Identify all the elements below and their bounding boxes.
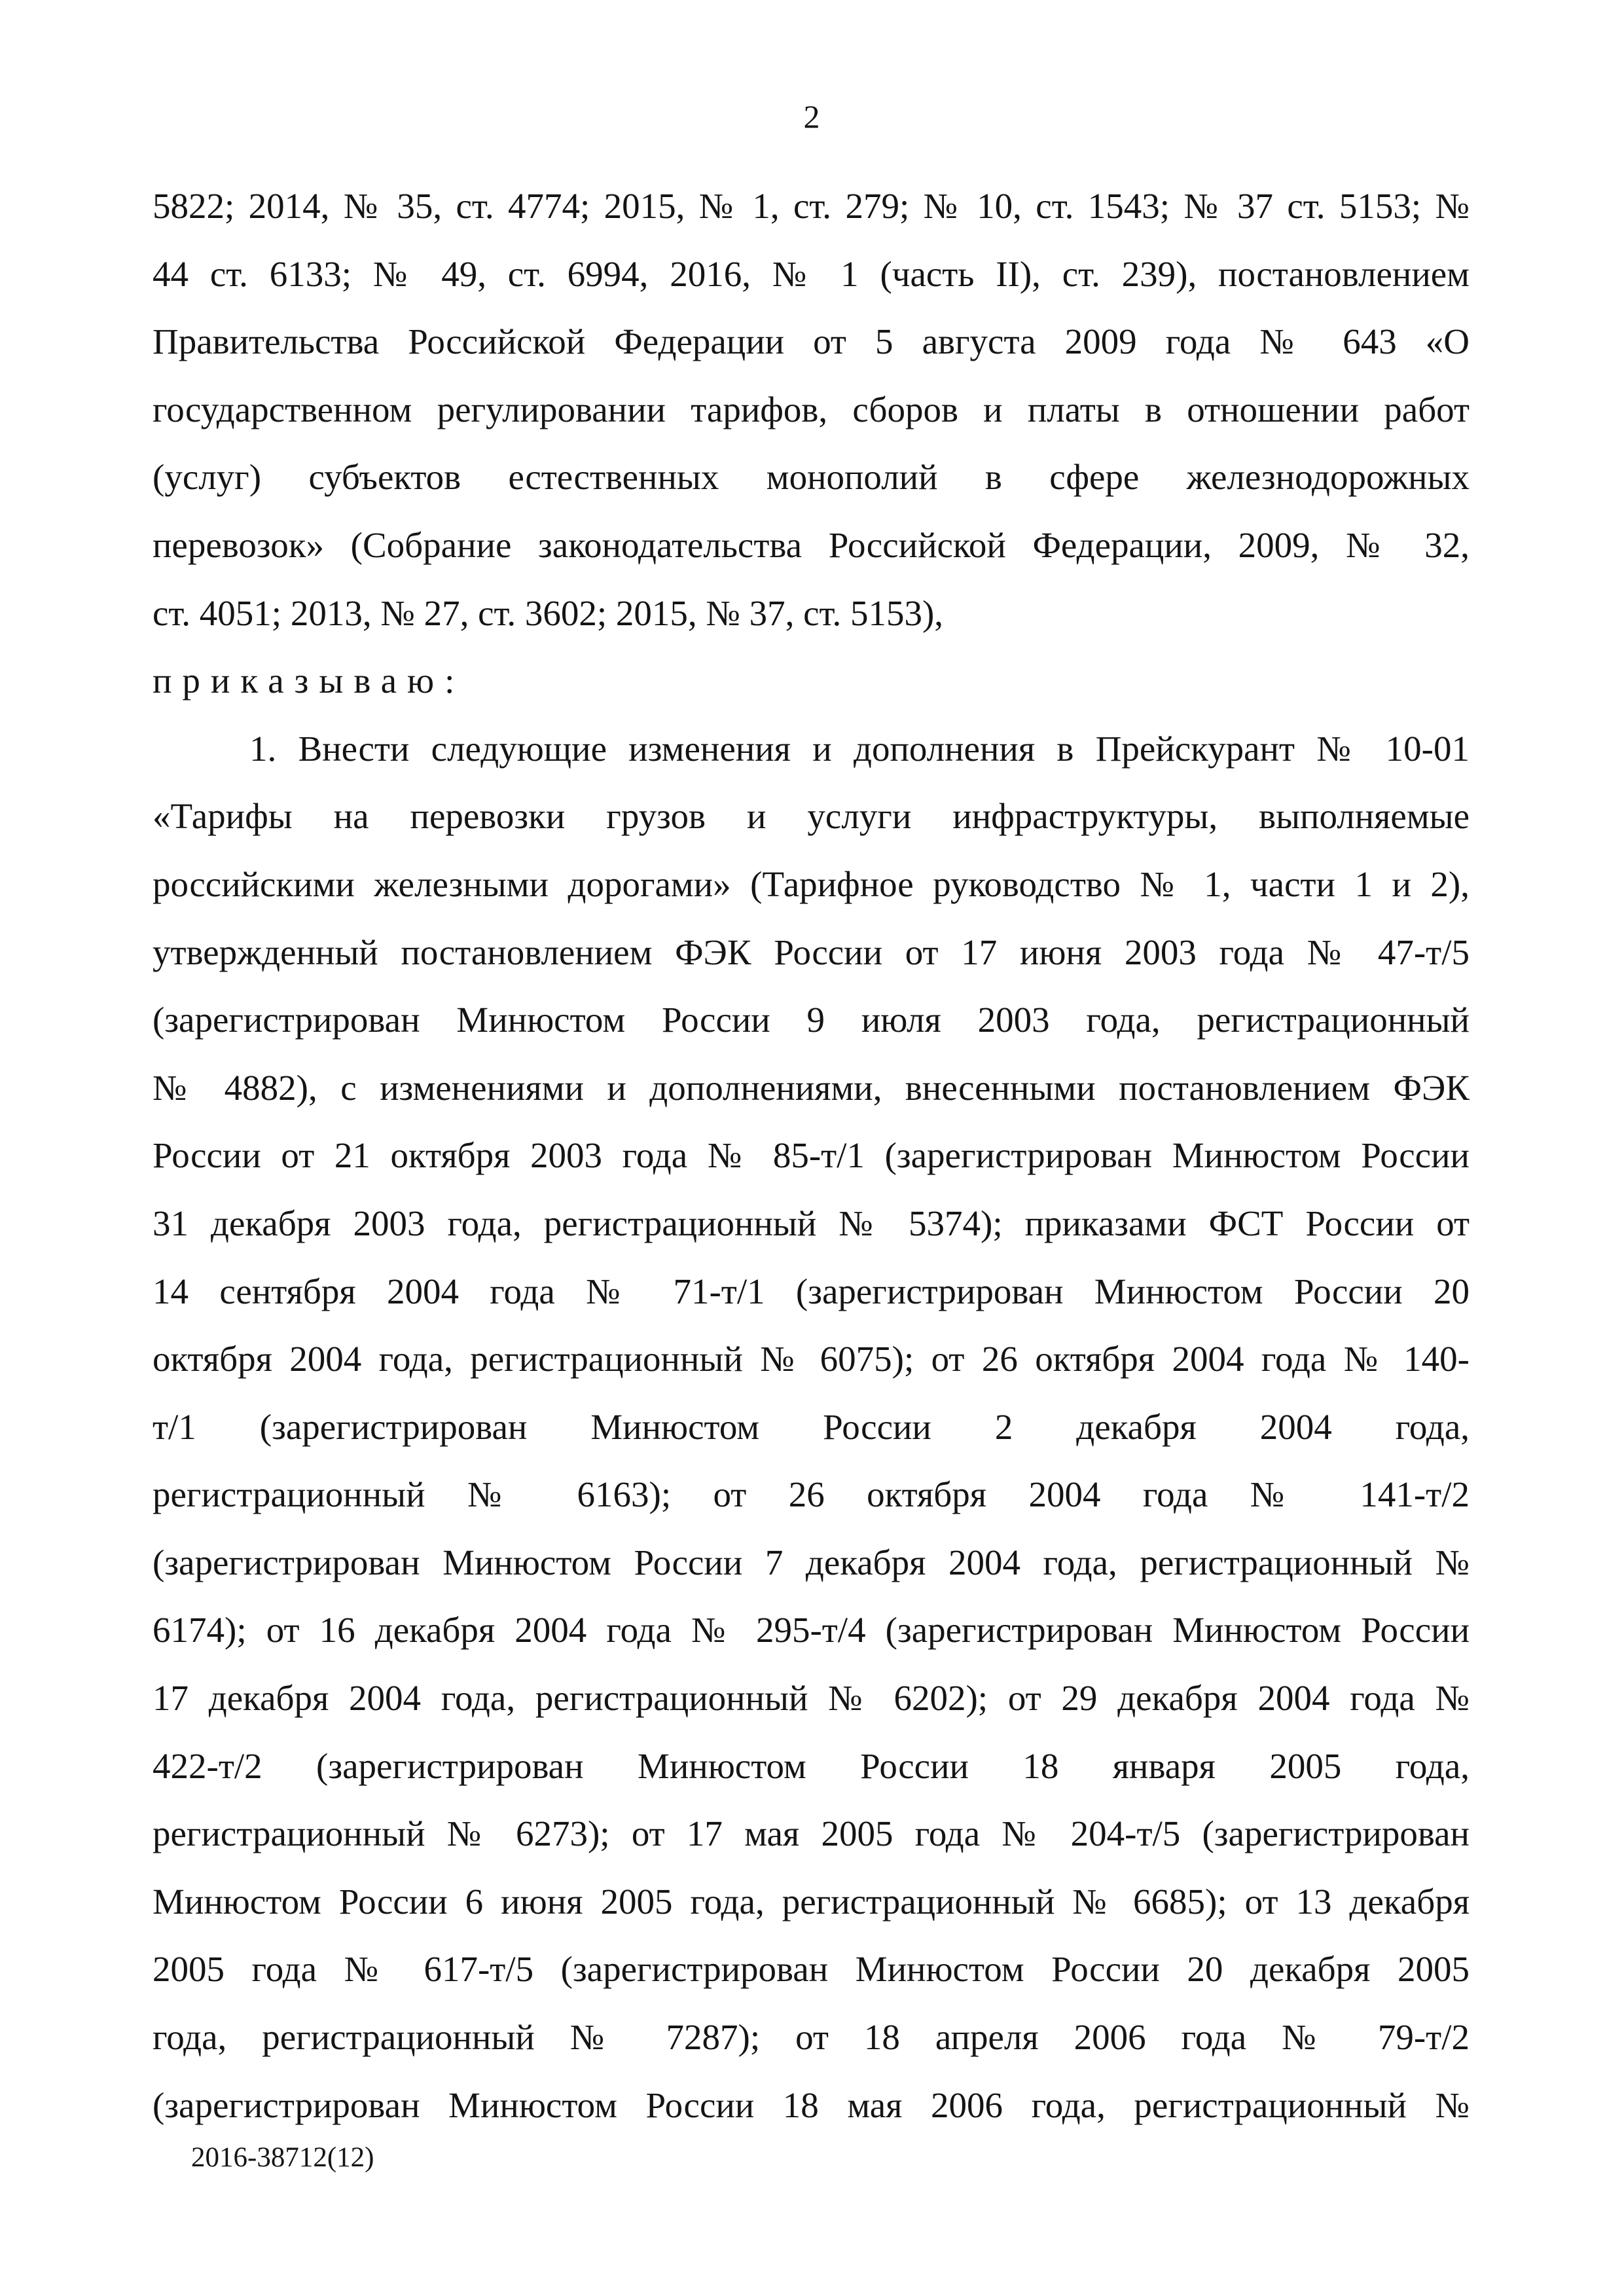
text-line: (зарегистрирован Минюстом России 9 июля 2003 года, регистрационный — [153, 1000, 1470, 1040]
text-line: (услуг) субъектов естественных монополий в сфере железнодорожных — [153, 457, 1470, 498]
text-line: 2005 года № 617-т/5 (зарегистрирован Минюстом России 20 декабря 2005 — [153, 1949, 1470, 1990]
text-line: 422-т/2 (зарегистрирован Минюстом России 18 января 2005 года, — [153, 1745, 1470, 1786]
text-line: (зарегистрирован Минюстом России 7 декабря 2004 года, регистрационный № — [153, 1542, 1470, 1582]
text-line: России от 21 октября 2003 года № 85-т/1 (зарегистрирован Минюстом России — [153, 1135, 1470, 1176]
text-line: государственном регулировании тарифов, сборов и платы в отношении работ — [153, 389, 1470, 429]
text-line: «Тарифы на перевозки грузов и услуги инфраструктуры, выполняемые — [153, 796, 1470, 837]
text-line: 17 декабря 2004 года, регистрационный № 6202); от 29 декабря 2004 года № — [153, 1678, 1470, 1719]
text-line: № 4882), с изменениями и дополнениями, внесенными постановлением ФЭК — [153, 1067, 1470, 1108]
text-line: Минюстом России 6 июня 2005 года, регистрационный № 6685); от 13 декабря — [153, 1881, 1470, 1922]
page-number: 2 — [803, 98, 820, 135]
order-word: приказываю: — [153, 661, 465, 701]
document-code: 2016-38712(12) — [191, 2142, 374, 2173]
text-line: ст. 4051; 2013, № 27, ст. 3602; 2015, № 37, ст. 5153), — [153, 592, 944, 633]
text-line: Правительства Российской Федерации от 5 августа 2009 года № 643 «О — [153, 321, 1470, 362]
text-line: 1. Внести следующие изменения и дополнения в Прейскурант № 10-01 — [249, 728, 1470, 769]
text-line: 5822; 2014, № 35, ст. 4774; 2015, № 1, ст. 279; № 10, ст. 1543; № 37 ст. 5153; № — [153, 186, 1470, 226]
text-line: т/1 (зарегистрирован Минюстом России 2 декабря 2004 года, — [153, 1406, 1470, 1447]
text-line: (зарегистрирован Минюстом России 18 мая 2006 года, регистрационный № — [153, 2085, 1470, 2125]
text-line: российскими железными дорогами» (Тарифное руководство № 1, части 1 и 2), — [153, 864, 1470, 904]
text-line: перевозок» (Собрание законодательства Российской Федерации, 2009, № 32, — [153, 524, 1470, 565]
text-line: регистрационный № 6163); от 26 октября 2004 года № 141-т/2 — [153, 1474, 1470, 1515]
text-line: 31 декабря 2003 года, регистрационный № 5374); приказами ФСТ России от — [153, 1203, 1470, 1243]
text-line: октября 2004 года, регистрационный № 6075); от 26 октября 2004 года № 140- — [153, 1339, 1470, 1379]
body-text — [153, 172, 1470, 2139]
text-line: года, регистрационный № 7287); от 18 апреля 2006 года № 79-т/2 — [153, 2017, 1470, 2058]
text-line: 14 сентября 2004 года № 71-т/1 (зарегистрирован Минюстом России 20 — [153, 1271, 1470, 1311]
text-line: 44 ст. 6133; № 49, ст. 6994, 2016, № 1 (часть II), ст. 239), постановлением — [153, 253, 1470, 294]
text-line: утвержденный постановлением ФЭК России от 17 июня 2003 года № 47-т/5 — [153, 932, 1470, 972]
text-line: регистрационный № 6273); от 17 мая 2005 года № 204-т/5 (зарегистрирован — [153, 1813, 1470, 1854]
text-line: 6174); от 16 декабря 2004 года № 295-т/4 (зарегистрирован Минюстом России — [153, 1610, 1470, 1650]
